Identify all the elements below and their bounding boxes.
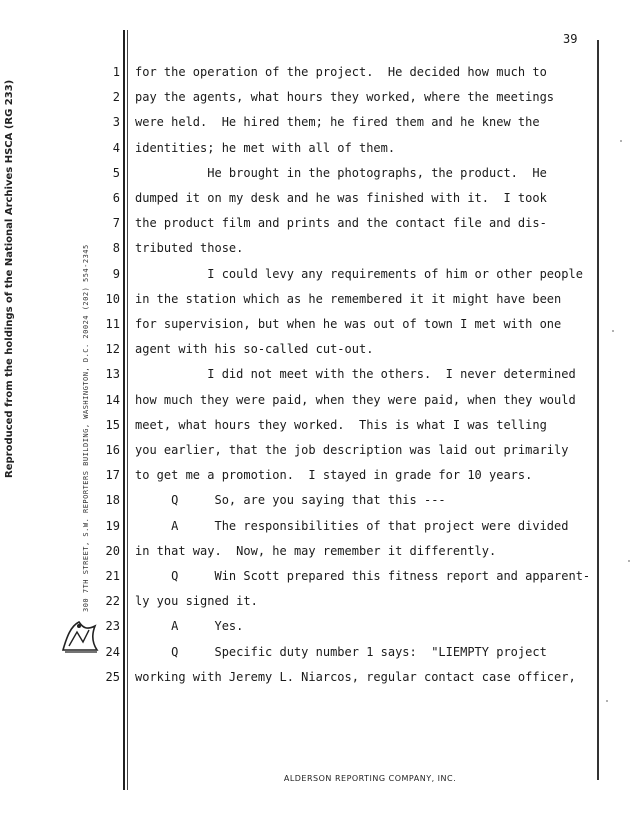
line-number: 17 — [105, 468, 120, 483]
line-text: A The responsibilities of that project were divided — [135, 518, 569, 533]
line-number: 15 — [105, 417, 120, 432]
line-number: 10 — [105, 291, 120, 306]
transcript-line — [0, 163, 638, 185]
transcript-line — [0, 541, 638, 563]
transcript-line — [0, 138, 638, 160]
transcript-line — [0, 112, 638, 134]
line-number: 24 — [105, 644, 120, 659]
line-text: A Yes. — [135, 619, 244, 634]
line-text: for the operation of the project. He decided how much to — [135, 65, 547, 79]
line-number: 4 — [112, 140, 120, 155]
transcript-line — [0, 87, 638, 109]
line-number: 25 — [105, 669, 120, 684]
transcript-line — [0, 390, 638, 412]
line-text: identities; he met with all of them. — [135, 140, 396, 155]
line-number: 8 — [112, 241, 120, 256]
transcript-line — [0, 566, 638, 588]
transcript-line — [0, 490, 638, 512]
line-number: 2 — [112, 90, 120, 105]
reporting-company-footer: ALDERSON REPORTING COMPANY, INC. — [283, 774, 457, 783]
transcript-line — [0, 465, 638, 487]
line-number: 23 — [105, 619, 120, 634]
line-number: 3 — [112, 115, 120, 130]
line-text: ly you signed it. — [135, 594, 258, 609]
line-text: Q Win Scott prepared this fitness report and apparent- — [135, 569, 591, 583]
transcript-line — [0, 289, 638, 311]
line-text: dumped it on my desk and he was finished with it. I took — [135, 191, 547, 205]
line-text: Q Specific duty number 1 says: "LIEMPTY project — [135, 644, 547, 659]
line-number: 22 — [105, 594, 120, 609]
transcript-line — [0, 516, 638, 538]
line-text: pay the agents, what hours they worked, where the meetings — [135, 90, 555, 105]
line-text: you earlier, that the job description was laid out primarily — [135, 443, 569, 457]
transcript-line — [0, 667, 638, 689]
line-text: Q So, are you saying that this --- — [135, 493, 446, 508]
line-text: in that way. Now, he may remember it differently. — [135, 543, 497, 558]
line-number: 11 — [105, 317, 120, 331]
transcript-line — [0, 415, 638, 437]
transcript-line — [0, 314, 638, 336]
transcript-line — [0, 62, 638, 84]
line-number: 1 — [112, 65, 120, 79]
line-text: were held. He hired them; he fired them and he knew the — [135, 115, 540, 130]
line-number: 6 — [112, 191, 120, 205]
line-text: He brought in the photographs, the product. He — [135, 165, 547, 180]
transcript-line — [0, 238, 638, 260]
line-number: 19 — [105, 518, 120, 533]
page-number: 39 — [563, 32, 578, 46]
line-text: agent with his so-called cut-out. — [135, 342, 374, 357]
line-number: 21 — [105, 569, 120, 583]
line-number: 18 — [105, 493, 120, 508]
line-number: 7 — [112, 216, 120, 231]
transcript-line — [0, 188, 638, 210]
line-text: meet, what hours they worked. This is what I was telling — [135, 417, 547, 432]
line-text: how much they were paid, when they were paid, when they would — [135, 392, 576, 407]
archive-provenance-note: Reproduced from the holdings of the National Archives HSCA (RG 233) — [4, 79, 15, 478]
transcript-line — [0, 364, 638, 386]
transcript-line — [0, 339, 638, 361]
line-text: for supervision, but when he was out of town I met with one — [135, 317, 562, 331]
transcript-line — [0, 642, 638, 664]
transcript-line — [0, 213, 638, 235]
line-number: 14 — [105, 392, 120, 407]
line-text: I could levy any requirements of him or other people — [135, 266, 583, 281]
line-text: in the station which as he remembered it it might have been — [135, 291, 562, 306]
transcript-line — [0, 591, 638, 613]
line-number: 16 — [105, 443, 120, 457]
line-number: 9 — [112, 266, 120, 281]
transcript-line — [0, 440, 638, 462]
line-number: 13 — [105, 367, 120, 382]
line-number: 20 — [105, 543, 120, 558]
line-text: I did not meet with the others. I never determined — [135, 367, 576, 382]
reporter-address: 300 7TH STREET, S.W. REPORTERS BUILDING, WASHINGTON, D.C. 20024 (202) 554-2345 — [82, 244, 90, 612]
transcript-line — [0, 264, 638, 286]
line-number: 5 — [112, 165, 120, 180]
transcript-line — [0, 616, 638, 638]
line-text: tributed those. — [135, 241, 244, 256]
line-text: the product film and prints and the contact file and dis- — [135, 216, 547, 231]
line-number: 12 — [105, 342, 120, 357]
line-text: working with Jeremy L. Niarcos, regular contact case officer, — [135, 669, 576, 684]
line-text: to get me a promotion. I stayed in grade for 10 years. — [135, 468, 533, 483]
